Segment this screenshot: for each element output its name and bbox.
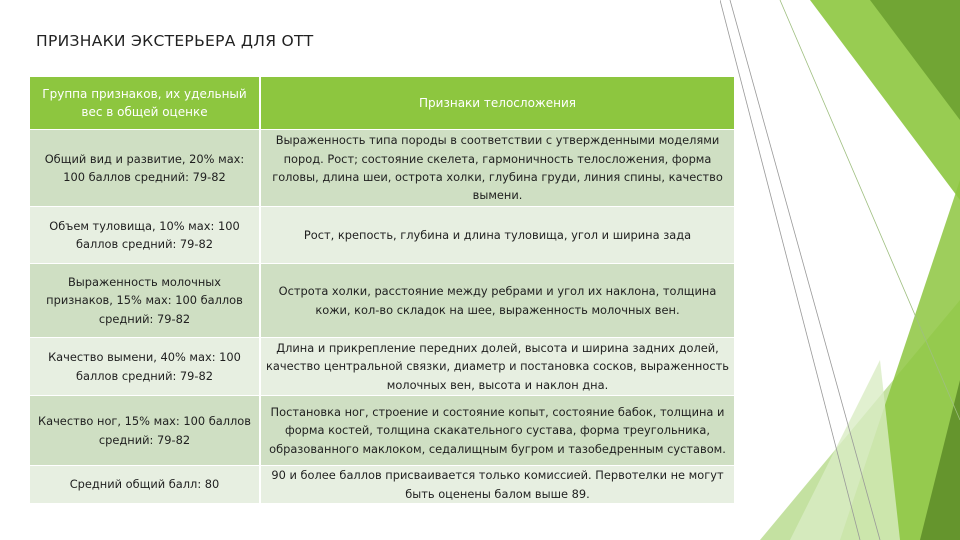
table-row (30, 129, 734, 206)
features-cell: Постановка ног, строение и состояние копыт, состояние бабок, толщина и форма костей, толщина скакательного сустава, форма треугольника, образованного маклоком, седалищным бугром и тазобедренным суставом. (261, 395, 734, 465)
table-row (30, 206, 734, 263)
header-group-weight: Группа признаков, их удельный вес в общей оценке (30, 77, 261, 129)
features-cell: Острота холки, расстояние между ребрами и угол их наклона, толщина кожи, кол-во складок на шее, выраженность молочных вен. (261, 263, 734, 337)
table-row (30, 263, 734, 337)
table-header-row (30, 77, 734, 129)
group-cell: Средний общий балл: 80 (30, 465, 261, 503)
table-row (30, 337, 734, 395)
header-body-traits: Признаки телосложения (261, 77, 734, 129)
exterior-traits-table (30, 77, 734, 503)
group-cell: Качество вымени, 40% мах: 100 баллов средний: 79-82 (30, 337, 261, 395)
table-row (30, 395, 734, 465)
features-cell: 90 и более баллов присваивается только комиссией. Первотелки не могут быть оценены балом выше 89. (261, 465, 734, 503)
features-cell: Длина и прикрепление передних долей, высота и ширина задних долей, качество центральной связки, диаметр и постановка сосков, выраженность молочных вен, высота и наклон дна. (261, 337, 734, 395)
group-cell: Выраженность молочных признаков, 15% мах: 100 баллов средний: 79-82 (30, 263, 261, 337)
decorative-green-shapes (720, 0, 960, 540)
group-cell: Качество ног, 15% мах: 100 баллов средний: 79-82 (30, 395, 261, 465)
group-cell: Объем туловища, 10% мах: 100 баллов средний: 79-82 (30, 206, 261, 263)
features-cell: Рост, крепость, глубина и длина туловища, угол и ширина зада (261, 206, 734, 263)
group-cell: Общий вид и развитие, 20% мах: 100 баллов средний: 79-82 (30, 129, 261, 206)
table-row (30, 465, 734, 503)
page-title: ПРИЗНАКИ ЭКСТЕРЬЕРА ДЛЯ ОТТ (36, 32, 314, 50)
features-cell: Выраженность типа породы в соответствии с утвержденными моделями пород. Рост; состояние скелета, гармоничность телосложения, форма головы, длина шеи, острота холки, глубина груди, линия спины, качество вымени. (261, 129, 734, 206)
